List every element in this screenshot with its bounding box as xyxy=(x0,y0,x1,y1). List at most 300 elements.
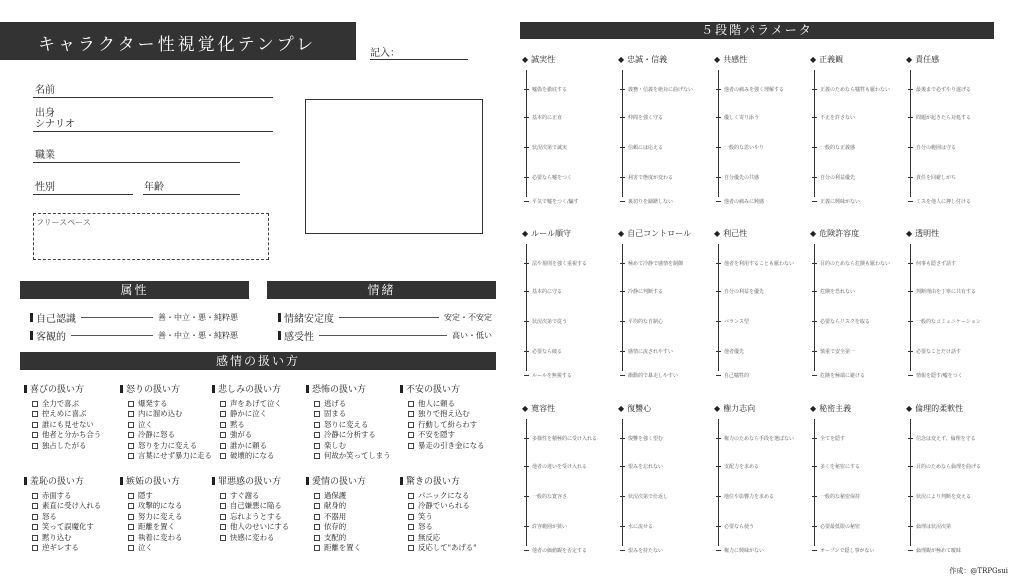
scale-level[interactable] xyxy=(812,547,875,554)
tick-icon xyxy=(908,550,913,551)
handling-option[interactable] xyxy=(400,501,492,511)
scale-level[interactable] xyxy=(716,523,754,530)
param-scale[interactable] xyxy=(814,66,905,205)
scale-level[interactable] xyxy=(812,493,860,500)
checkbox-icon[interactable] xyxy=(314,443,320,449)
portrait-box[interactable] xyxy=(305,99,483,234)
scale-level[interactable] xyxy=(716,86,784,93)
checkbox-icon[interactable] xyxy=(314,432,320,438)
handling-option[interactable] xyxy=(400,441,492,451)
scale-level[interactable] xyxy=(524,547,587,554)
tick-icon xyxy=(524,496,529,497)
handling-option[interactable] xyxy=(120,451,212,461)
checkbox-icon[interactable] xyxy=(220,401,226,407)
scale-level-label: 権力のためなら手段を選ばない xyxy=(724,436,795,442)
scale-level-label: 自分の利益を優先 xyxy=(724,289,765,295)
scale-level[interactable] xyxy=(716,174,759,181)
checkbox-icon[interactable] xyxy=(128,524,134,530)
checkbox-icon[interactable] xyxy=(32,524,38,530)
scale-level[interactable] xyxy=(908,523,951,530)
scale-level[interactable] xyxy=(908,493,971,500)
handling-option[interactable] xyxy=(400,420,492,430)
handling-option[interactable] xyxy=(400,430,492,440)
handling-option[interactable] xyxy=(120,522,212,532)
scale-level[interactable] xyxy=(524,114,562,121)
handling-option[interactable] xyxy=(120,430,212,440)
handling-option[interactable] xyxy=(306,543,398,553)
scale-level[interactable] xyxy=(620,463,663,470)
scale-level[interactable] xyxy=(716,493,774,500)
scale-level[interactable] xyxy=(812,348,855,355)
handling-option[interactable] xyxy=(306,420,398,430)
scenario-label: シナリオ xyxy=(35,119,75,130)
tick-icon xyxy=(524,89,529,90)
job-field[interactable] xyxy=(33,162,240,163)
tick-icon xyxy=(524,117,529,118)
checkbox-icon[interactable] xyxy=(128,514,134,520)
scale-level[interactable] xyxy=(524,174,572,181)
handling-option[interactable] xyxy=(24,441,116,451)
handling-option-label: 何故か笑ってしまう xyxy=(324,451,391,461)
scale-level[interactable] xyxy=(620,114,663,121)
scale-level[interactable] xyxy=(908,348,961,355)
scale-level[interactable] xyxy=(620,260,683,267)
handling-option[interactable] xyxy=(212,491,304,501)
handling-option[interactable] xyxy=(306,522,398,532)
checkbox-icon[interactable] xyxy=(128,401,134,407)
scale-level[interactable] xyxy=(524,318,567,325)
scale-level[interactable] xyxy=(716,547,764,554)
handling-option-label: 攻撃的になる xyxy=(138,501,183,511)
scale-level[interactable] xyxy=(620,348,673,355)
scale-level[interactable] xyxy=(620,318,663,325)
handling-group-title-text: 罪悪感の扱い方 xyxy=(218,477,282,487)
scale-level[interactable] xyxy=(908,114,971,121)
scale-level[interactable] xyxy=(908,288,976,295)
param-title xyxy=(810,54,905,66)
scale-level[interactable] xyxy=(812,86,890,93)
scale-level-label: ルールを無視する xyxy=(532,373,572,379)
checkbox-icon[interactable] xyxy=(408,401,414,407)
handling-option-label: 他人のせいにする xyxy=(230,522,290,532)
tick-icon xyxy=(908,375,913,376)
gender-field[interactable] xyxy=(33,194,133,195)
handling-group-title xyxy=(120,382,212,395)
checkbox-icon[interactable] xyxy=(314,514,320,520)
scale-level[interactable] xyxy=(524,493,567,500)
tick-icon xyxy=(908,321,913,322)
attr-options: 善・中立・悪・純粋悪 xyxy=(158,313,238,322)
checkbox-icon[interactable] xyxy=(408,443,414,449)
checkbox-icon[interactable] xyxy=(220,503,226,509)
bullet-icon xyxy=(212,477,215,485)
scale-level[interactable] xyxy=(812,174,855,181)
param-scale[interactable] xyxy=(718,415,809,554)
handling-option[interactable] xyxy=(120,441,212,451)
handling-option[interactable] xyxy=(212,512,304,522)
scale-level-label: オープンで隠し事がない xyxy=(820,548,875,554)
handling-option[interactable] xyxy=(306,512,398,522)
checkbox-icon[interactable] xyxy=(314,422,320,428)
param-scale[interactable] xyxy=(622,240,713,379)
scale-level[interactable] xyxy=(620,547,663,554)
param-title-text: 共感性 xyxy=(723,55,748,64)
param-block xyxy=(714,403,809,554)
handling-option[interactable] xyxy=(24,533,116,543)
scale-level[interactable] xyxy=(908,318,981,325)
checkbox-icon[interactable] xyxy=(408,503,414,509)
scale-level-label: 裏切りを躊躇しない xyxy=(628,199,674,205)
handling-option[interactable] xyxy=(306,501,398,511)
checkbox-icon[interactable] xyxy=(314,411,320,417)
handling-option[interactable] xyxy=(24,409,116,419)
handling-option[interactable] xyxy=(306,491,398,501)
handling-option[interactable] xyxy=(212,409,304,419)
scale-level[interactable] xyxy=(812,463,860,470)
scale-level[interactable] xyxy=(620,86,693,93)
param-scale[interactable] xyxy=(718,240,809,379)
bullet-icon xyxy=(212,385,215,393)
checkbox-icon[interactable] xyxy=(32,503,38,509)
scale-level[interactable] xyxy=(620,288,663,295)
scale-level[interactable] xyxy=(812,372,865,379)
tick-icon xyxy=(524,201,529,202)
tick-icon xyxy=(524,375,529,376)
age-field[interactable] xyxy=(143,194,240,195)
scale-level[interactable] xyxy=(812,288,855,295)
emotion-row-stability[interactable] xyxy=(278,310,492,325)
checkbox-icon[interactable] xyxy=(220,493,226,499)
scale-level[interactable] xyxy=(908,372,963,379)
checkbox-icon[interactable] xyxy=(32,514,38,520)
tick-icon xyxy=(716,496,721,497)
handling-option[interactable] xyxy=(212,451,304,461)
checkbox-icon[interactable] xyxy=(408,411,414,417)
param-block xyxy=(810,403,905,554)
scale-level[interactable] xyxy=(812,144,855,151)
scale-level[interactable] xyxy=(812,523,860,530)
tick-icon xyxy=(812,321,817,322)
handling-option-label: 静かに泣く xyxy=(230,409,267,419)
handling-option[interactable] xyxy=(24,430,116,440)
checkbox-icon[interactable] xyxy=(32,443,38,449)
checkbox-icon[interactable] xyxy=(220,524,226,530)
scale-level-label: 基本的に守る xyxy=(532,289,563,295)
handling-option[interactable] xyxy=(306,533,398,543)
param-scale[interactable] xyxy=(718,66,809,205)
checkbox-icon[interactable] xyxy=(408,524,414,530)
checkbox-icon[interactable] xyxy=(128,443,134,449)
scale-level-label: 危険を恐れない xyxy=(820,289,856,295)
checkbox-icon[interactable] xyxy=(32,545,38,551)
tick-icon xyxy=(620,466,625,467)
handling-option-label: 内に溜め込む xyxy=(138,409,183,419)
scale-level[interactable] xyxy=(716,318,749,325)
scale-level[interactable] xyxy=(524,348,562,355)
birth-scenario-field[interactable] xyxy=(33,131,273,132)
free-space[interactable] xyxy=(33,213,269,260)
handling-option[interactable] xyxy=(120,533,212,543)
scale-level[interactable] xyxy=(908,174,956,181)
scale-level-label: 問題が起きたら対処する xyxy=(916,115,972,121)
handling-option[interactable] xyxy=(400,533,492,543)
handling-option-label: 声をあげて泣く xyxy=(230,399,282,408)
tick-icon xyxy=(620,291,625,292)
scale-level-label: 全てを隠す xyxy=(820,436,846,442)
scale-level-label: 責任を回避しがち xyxy=(916,175,957,181)
tick-icon xyxy=(908,496,913,497)
handling-option[interactable] xyxy=(212,399,304,409)
bullet-icon xyxy=(120,385,123,393)
name-field[interactable] xyxy=(33,97,273,98)
scale-level-label: 他者優先 xyxy=(724,349,745,355)
checkbox-icon[interactable] xyxy=(128,503,134,509)
scale-level-label: 目的のためなら危険も厭わない xyxy=(820,261,891,267)
scale-level-label: 恨みを忘れない xyxy=(628,464,664,470)
scale-level[interactable] xyxy=(620,174,673,181)
checkbox-icon[interactable] xyxy=(32,422,38,428)
handling-option[interactable] xyxy=(306,441,398,451)
handling-option[interactable] xyxy=(212,533,304,543)
param-title-text: 利己性 xyxy=(723,229,748,238)
param-scale[interactable] xyxy=(910,415,1001,554)
handling-option-label: 独りで抱え込む xyxy=(418,409,470,419)
attributes-header: 属性 xyxy=(20,281,249,299)
scale-level[interactable] xyxy=(620,435,663,442)
checkbox-icon[interactable] xyxy=(32,535,38,541)
checkbox-icon[interactable] xyxy=(314,524,320,530)
emotion-label: 情緒安定度 xyxy=(284,314,334,325)
checkbox-icon[interactable] xyxy=(314,535,320,541)
handling-option[interactable] xyxy=(120,512,212,522)
scale-level[interactable] xyxy=(812,260,890,267)
checkbox-icon[interactable] xyxy=(128,432,134,438)
checkbox-icon[interactable] xyxy=(408,493,414,499)
scale-level[interactable] xyxy=(716,435,794,442)
param-scale[interactable] xyxy=(814,240,905,379)
scale-level-label: 許容範囲が狭い xyxy=(532,524,568,530)
handling-option[interactable] xyxy=(212,430,304,440)
scale-level-label: 一般的なコミュニケーション xyxy=(916,319,981,325)
diamond-icon: ◆ xyxy=(906,229,913,238)
scale-level[interactable] xyxy=(812,435,845,442)
handling-option[interactable] xyxy=(400,409,492,419)
handling-option-label: 言葉にせず暴力に走る xyxy=(138,451,212,461)
checkbox-icon[interactable] xyxy=(128,411,134,417)
param-block xyxy=(906,228,1001,379)
handling-option[interactable] xyxy=(212,501,304,511)
handling-option[interactable] xyxy=(120,491,212,501)
param-title xyxy=(522,403,617,415)
scale-level[interactable] xyxy=(524,86,567,93)
param-scale[interactable] xyxy=(526,240,617,379)
handling-option[interactable] xyxy=(120,543,212,553)
checkbox-icon[interactable] xyxy=(314,545,320,551)
handling-option-label: 他人に頼る xyxy=(418,399,455,408)
checkbox-icon[interactable] xyxy=(408,422,414,428)
handling-option[interactable] xyxy=(24,491,116,501)
tick-icon xyxy=(524,291,529,292)
checkbox-icon[interactable] xyxy=(32,411,38,417)
checkbox-icon[interactable] xyxy=(220,453,226,459)
scale-level-label: 一般的な正義感 xyxy=(820,145,856,151)
scale-level[interactable] xyxy=(812,114,855,121)
handling-group-title-text: 恐怖の扱い方 xyxy=(312,385,367,395)
handling-option[interactable] xyxy=(24,501,116,511)
param-title-text: 権力志向 xyxy=(723,404,756,413)
handling-option[interactable] xyxy=(120,420,212,430)
author-field[interactable] xyxy=(370,59,468,60)
tick-icon xyxy=(620,321,625,322)
checkbox-icon[interactable] xyxy=(220,535,226,541)
checkbox-icon[interactable] xyxy=(314,453,320,459)
scale-level-label: 判断理由を丁寧に共有する xyxy=(916,289,977,295)
handling-option[interactable] xyxy=(24,420,116,430)
handling-option-label: 冷静でいられる xyxy=(418,501,470,511)
handling-option[interactable] xyxy=(120,409,212,419)
scale-level[interactable] xyxy=(524,260,587,267)
handling-option[interactable] xyxy=(306,409,398,419)
param-scale[interactable] xyxy=(526,66,617,205)
checkbox-icon[interactable] xyxy=(128,545,134,551)
handling-group-title xyxy=(212,382,304,395)
scale-level[interactable] xyxy=(908,260,956,267)
handling-group-title-text: 悲しみの扱い方 xyxy=(218,385,282,395)
scale-level-label: 倫理観が極めて曖昧 xyxy=(916,548,962,554)
handling-option-label: 不器用 xyxy=(324,511,347,521)
scale-level[interactable] xyxy=(716,260,794,267)
handling-option[interactable] xyxy=(24,512,116,522)
scale-level[interactable] xyxy=(716,114,759,121)
scale-level[interactable] xyxy=(908,144,956,151)
handling-group-title-text: 不安の扱い方 xyxy=(406,385,461,395)
emotion-row-sensitivity[interactable] xyxy=(278,328,492,343)
param-scale[interactable] xyxy=(622,66,713,205)
handling-option[interactable] xyxy=(306,430,398,440)
scale-level-label: 慎重で安全第一 xyxy=(820,349,856,355)
checkbox-icon[interactable] xyxy=(314,401,320,407)
scale-level[interactable] xyxy=(716,348,744,355)
scale-level[interactable] xyxy=(812,318,870,325)
scale-level-label: 必要なら嘘をつく xyxy=(532,175,573,181)
handling-option[interactable] xyxy=(24,543,116,553)
checkbox-icon[interactable] xyxy=(220,432,226,438)
checkbox-icon[interactable] xyxy=(32,432,38,438)
param-title-text: 正義観 xyxy=(819,55,844,64)
param-scale[interactable] xyxy=(910,66,1001,205)
scale-level-label: 仲間を強く守る xyxy=(628,115,664,121)
handling-option[interactable] xyxy=(212,522,304,532)
param-block xyxy=(522,54,617,205)
scale-level[interactable] xyxy=(908,435,976,442)
scale-level-label: 他者を利用することも厭わない xyxy=(724,261,795,267)
scale-level[interactable] xyxy=(620,493,668,500)
handling-group xyxy=(212,474,304,543)
handling-option[interactable] xyxy=(120,501,212,511)
scale-level[interactable] xyxy=(524,463,587,470)
handling-option[interactable] xyxy=(24,522,116,532)
scale-level[interactable] xyxy=(716,372,749,379)
param-title xyxy=(810,403,905,415)
checkbox-icon[interactable] xyxy=(128,535,134,541)
scale-level-label: 優しく寄り添う xyxy=(724,115,760,121)
scale-level[interactable] xyxy=(908,86,971,93)
scale-level-label: 義務・信義を絶対に曲げない xyxy=(628,87,694,93)
checkbox-icon[interactable] xyxy=(314,503,320,509)
scale-level[interactable] xyxy=(620,523,653,530)
scale-level[interactable] xyxy=(524,288,562,295)
scale-level[interactable] xyxy=(524,435,597,442)
bullet-icon xyxy=(24,385,27,393)
handling-option[interactable] xyxy=(120,399,212,409)
checkbox-icon[interactable] xyxy=(128,493,134,499)
scale-level-label: 目的のためなら倫理を曲げる xyxy=(916,464,982,470)
handling-option[interactable] xyxy=(212,441,304,451)
scale-level[interactable] xyxy=(524,523,567,530)
checkbox-icon[interactable] xyxy=(314,493,320,499)
scale-level[interactable] xyxy=(716,198,764,205)
checkbox-icon[interactable] xyxy=(408,545,414,551)
handling-option-label: 距離を置く xyxy=(138,522,175,532)
scale-level[interactable] xyxy=(620,198,673,205)
scale-level[interactable] xyxy=(716,463,759,470)
checkbox-icon[interactable] xyxy=(408,432,414,438)
scale-level[interactable] xyxy=(620,144,663,151)
scale-level[interactable] xyxy=(524,372,572,379)
attr-row-self[interactable] xyxy=(30,310,238,325)
checkbox-icon[interactable] xyxy=(32,401,38,407)
scale-level[interactable] xyxy=(716,288,764,295)
scale-level[interactable] xyxy=(908,198,971,205)
checkbox-icon[interactable] xyxy=(128,453,134,459)
handling-option[interactable] xyxy=(306,399,398,409)
checkbox-icon[interactable] xyxy=(128,422,134,428)
scale-level[interactable] xyxy=(620,372,678,379)
handling-option[interactable] xyxy=(306,451,398,461)
handling-option[interactable] xyxy=(212,420,304,430)
handling-option[interactable] xyxy=(400,491,492,501)
param-scale[interactable] xyxy=(814,415,905,554)
checkbox-icon[interactable] xyxy=(408,535,414,541)
handling-option[interactable] xyxy=(400,399,492,409)
scale-level[interactable] xyxy=(524,144,567,151)
checkbox-icon[interactable] xyxy=(32,493,38,499)
param-scale[interactable] xyxy=(526,415,617,554)
handling-option[interactable] xyxy=(24,399,116,409)
diamond-icon: ◆ xyxy=(522,229,529,238)
checkbox-icon[interactable] xyxy=(220,422,226,428)
scale-level[interactable] xyxy=(908,463,981,470)
scale-level[interactable] xyxy=(716,144,764,151)
checkbox-icon[interactable] xyxy=(220,514,226,520)
handling-option[interactable] xyxy=(400,543,492,553)
diamond-icon: ◆ xyxy=(810,404,817,413)
scale-level[interactable] xyxy=(524,198,579,205)
diamond-icon: ◆ xyxy=(714,404,721,413)
scale-level[interactable] xyxy=(908,547,961,554)
handling-option-label: 全力で喜ぶ xyxy=(42,399,79,408)
attr-row-objective[interactable] xyxy=(30,328,238,343)
checkbox-icon[interactable] xyxy=(408,514,414,520)
tick-icon xyxy=(620,438,625,439)
scale-level[interactable] xyxy=(812,198,860,205)
handling-option[interactable] xyxy=(400,522,492,532)
handling-option[interactable] xyxy=(400,512,492,522)
param-scale[interactable] xyxy=(910,240,1001,379)
checkbox-icon[interactable] xyxy=(220,411,226,417)
param-scale[interactable] xyxy=(622,415,713,554)
checkbox-icon[interactable] xyxy=(220,443,226,449)
